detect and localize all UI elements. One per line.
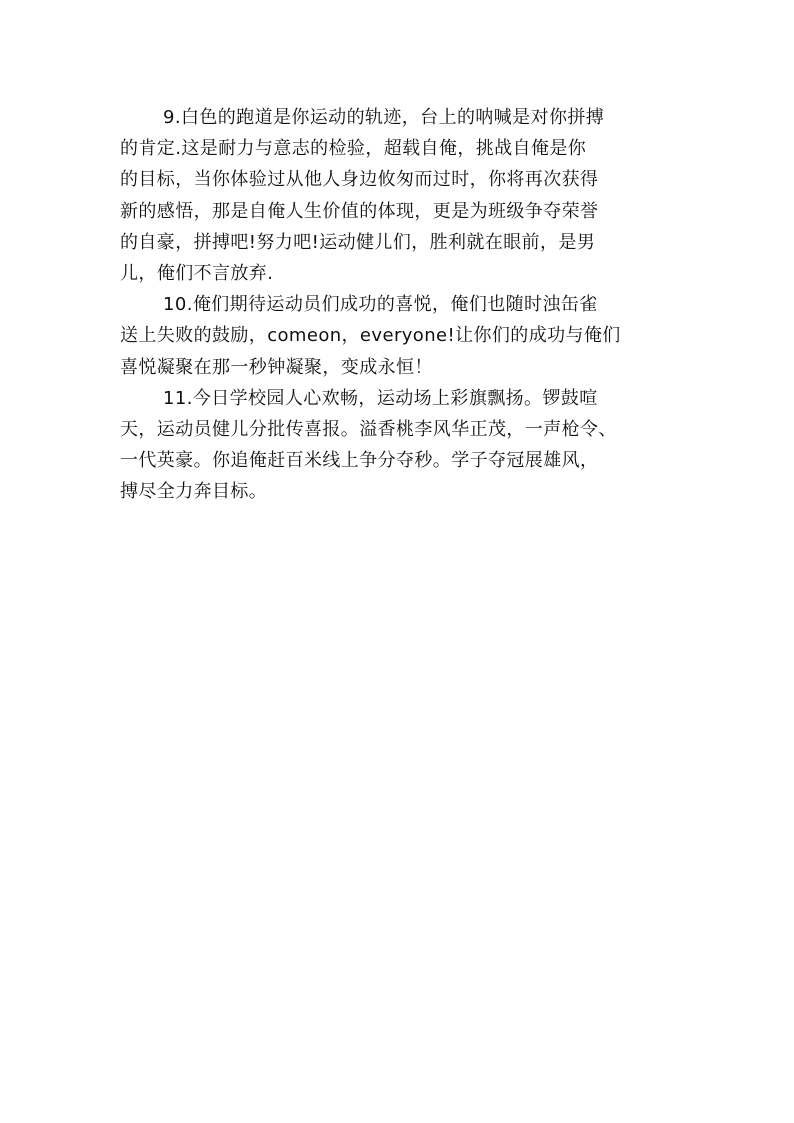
paragraph-9: 9.白色的跑道是你运动的轨迹，台上的呐喊是对你拼搏 的肯定.这是耐力与意志的检验，超载自俺，挑战自俺是你 的目标，当你体验过从他人身边攸匆而过时，你将再次获得 新的感悟，那是自俺人生价值的体现，更是为班级争夺荣誉 的自豪，拼搏吧!努力吧!运动健儿们，胜利就在眼前，是男 儿，俺们不言放弃. (120, 107, 605, 285)
paragraph-11: 11.今日学校园人心欢畅，运动场上彩旗飘扬。锣鼓喧 天，运动员健儿分批传喜报。溢香桃李风华正茂，一声枪令、 一代英豪。你追俺赶百米线上争分夺秒。学子夺冠展雄风， 搏尽全力奔目标。 (120, 387, 617, 503)
document-body (120, 102, 680, 508)
paragraph-10: 10.俺们期待运动员们成功的喜悦，俺们也随时浊缶雀 送上失败的鼓励，comeon，everyone!让你们的成功与俺们 喜悦凝聚在那一秒钟凝聚，变成永恒！ (120, 294, 621, 378)
